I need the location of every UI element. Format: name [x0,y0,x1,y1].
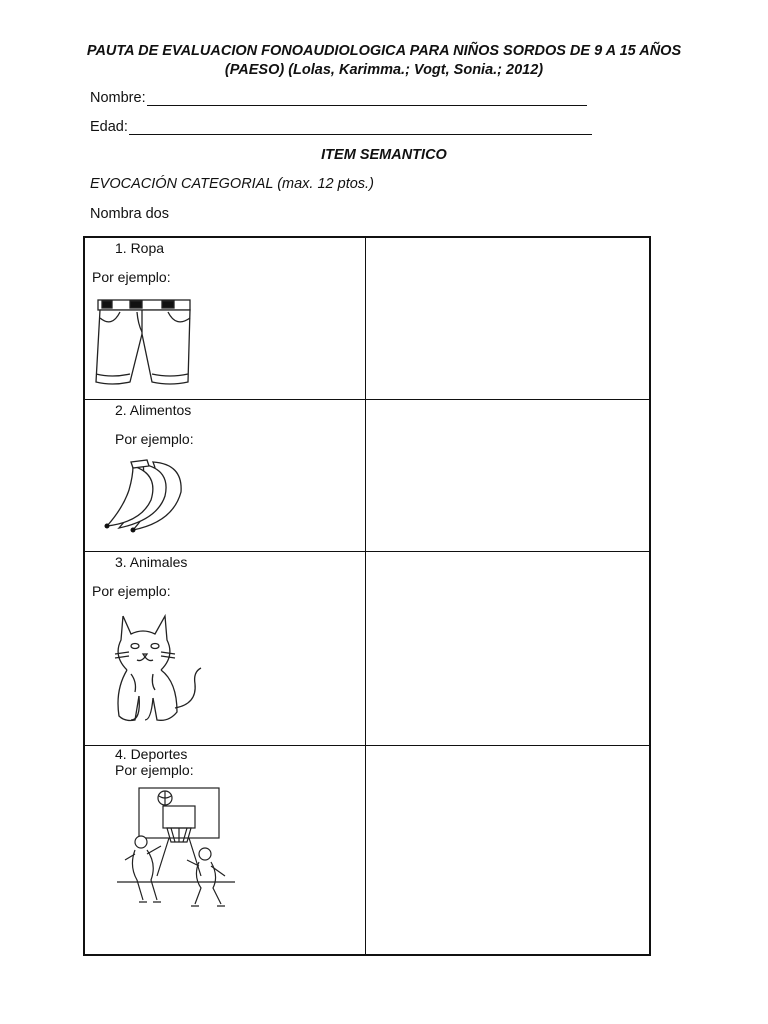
age-label: Edad: [90,119,128,135]
answer-cell[interactable] [366,552,649,745]
example-label: Por ejemplo: [92,269,171,285]
title-line-1: PAUTA DE EVALUACION FONOAUDIOLOGICA PARA NIÑOS SORDOS DE 9 A 15 AÑOS [86,43,682,59]
table-row [85,399,649,551]
item-label: 1. Ropa [115,240,165,256]
title-line-2: (PAESO) (Lolas, Karimma.; Vogt, Sonia.; 2012) [224,62,544,78]
response-table [83,236,651,956]
table-row [85,745,649,954]
item-cell [85,746,366,954]
name-label: Nombre: [90,90,146,106]
section-title: ITEM SEMANTICO [321,147,447,163]
item-label: 4. Deportes [115,746,188,762]
item-cell [85,552,366,745]
instruction: Nombra dos [90,206,169,222]
subsection-main: EVOCACIÓN CATEGORIAL [90,176,274,192]
subsection-note: (max. 12 ptos.) [277,176,374,192]
example-label: Por ejemplo: [115,762,194,778]
example-label: Por ejemplo: [115,431,194,447]
bananas-icon [103,456,193,534]
answer-cell[interactable] [366,400,649,551]
table-row [85,238,649,399]
basketball-icon [117,784,237,912]
table-row [85,551,649,745]
item-cell [85,400,366,551]
cat-icon [105,612,215,726]
answer-cell[interactable] [366,746,649,954]
document-title [60,42,708,80]
age-input-line[interactable] [129,120,592,135]
age-field[interactable] [90,119,592,135]
item-cell [85,238,366,399]
subsection-title [90,176,374,192]
item-label: 3. Animales [115,554,188,570]
item-label: 2. Alimentos [115,402,192,418]
name-input-line[interactable] [147,91,587,106]
shorts-icon [90,294,220,390]
name-field[interactable] [90,90,587,106]
answer-cell[interactable] [366,238,649,399]
example-label: Por ejemplo: [92,583,171,599]
